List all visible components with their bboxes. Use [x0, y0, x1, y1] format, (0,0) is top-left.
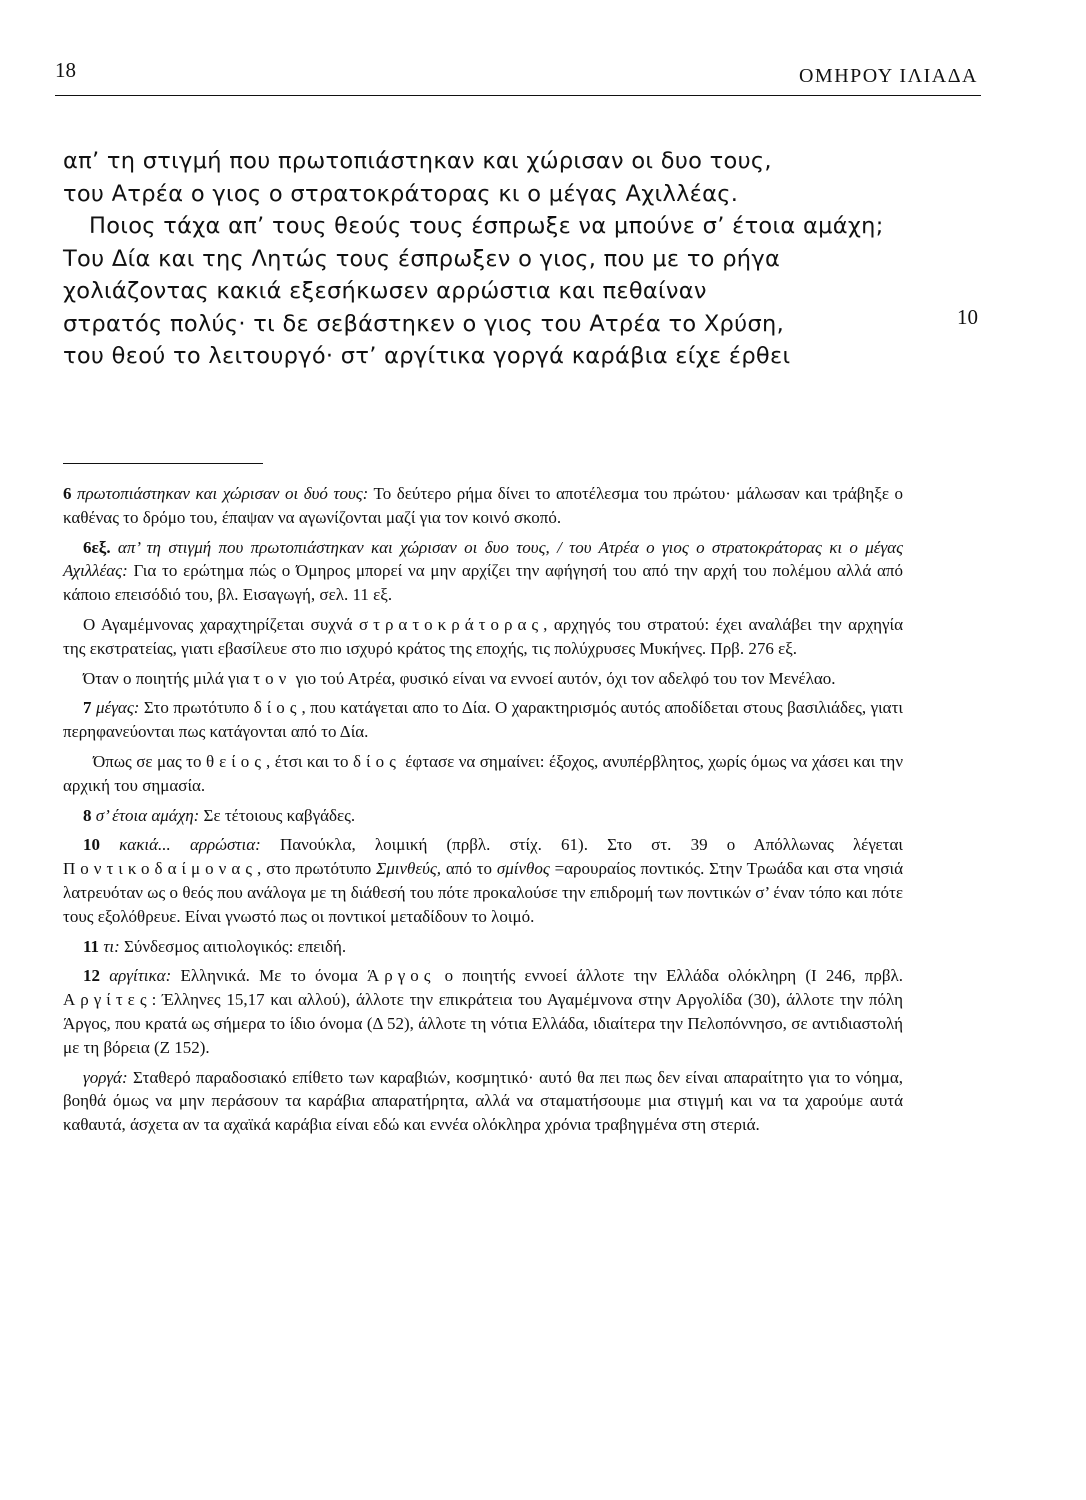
verse-line: του θεού το λειτουργό· στ’ αργίτικα γοργά καράβια είχε έρθει: [63, 343, 791, 369]
footnote: 8 σ’ έτοια αμάχη: Σε τέτοιους καβγάδες.: [83, 805, 356, 825]
verse-line: Του Δία και της Λητώς τους έσπρωξεν ο γιος, που με το ρήγα: [63, 245, 781, 272]
footnotes: [63, 482, 903, 1143]
verse-line: χολιάζοντας κακιά εξεσήκωσεν αρρώστια και πεθαίναν: [63, 278, 707, 304]
footnote: Όπως σε μας το θείος, έτσι και το δίος έφτασε να σημαίνει: έξοχος, ανυπέρβλητος, χωρίς όμως να χάσει και την αρχική του σημασία.: [63, 751, 904, 795]
footnote: 7 μέγας: Στο πρωτότυπο δίος, που κατάγεται απο το Δία. Ο χαρακτηρισμός αυτός αποδίδεται στους βασιλιάδες, γιατι περηφανεύονται πως κατάγονται από το Δία.: [63, 698, 903, 742]
footnote: γοργά: Σταθερό παραδοσιακό επίθετο των καραβιών, κοσμητικό· αυτό θα πει πως δεν είναι απαραίτητο για το νόημα, βοηθά όμως να μην περάσουν τα καράβια απαρατήρητα, αλλά να σταματήσουμε μια στιγμή και να τα χαρούμε αυτά καθαυτά, άσχετα αν τα αχαϊκά καράβια είναι εδώ και εννέα ολόκληρα χρόνια τραβηγμένα στη στεριά.: [63, 1067, 903, 1135]
verse-line: του Ατρέα ο γιος ο στρατοκράτορας κι ο μέγας Αχιλλέας.: [63, 180, 739, 207]
verse-line: απ’ τη στιγμή που πρωτοπιάστηκαν και χώρισαν οι δυο τους,: [63, 148, 772, 174]
footnote: Όταν ο ποιητής μιλά για τον γιο τού Ατρέα, φυσικό είναι να εννοεί αυτόν, όχι τον αδελφό του τον Μενέλαο.: [83, 668, 836, 688]
footnote: 10 κακιά... αρρώστια: Πανούκλα, λοιμική (πρβλ. στίχ. 61). Στο στ. 39 ο Απόλλωνας λέγεται Ποντικοδαίμονας, στο πρωτότυπο Σμινθεύς, από το σμίνθος =αρουραίος ποντικός. Στην Τρωάδα και στα νησιά λατρευόταν ως ο θεός που ανάλογα με τη διάθεσή του πότε προκαλούσε την επιδρομή των ποντικών σ’ έναν τόπο και πότε τους εξολόθρευε. Είναι γνωστό πως οι ποντικοί μεταδίδουν το λοιμό.: [63, 835, 904, 926]
header-rule: [55, 95, 981, 96]
verse-line: Ποιος τάχα απ’ τους θεούς τους έσπρωξε να μπούνε σ’ έτοια αμάχη;: [89, 213, 884, 239]
footnote: Ο Αγαμέμνονας χαραχτηρίζεται συχνά στρατοκράτορας, αρχηγός του στρατού: έχει αναλάβει την αρχηγία της εκστρατείας, γιατι εβασίλευε στο πιο ισχυρό κράτος της εποχής, τις πολύχρυσες Μυκήνες. Πρβ. 276 εξ.: [63, 614, 904, 658]
verse-line-number: 10: [957, 305, 978, 329]
page-number: 18: [55, 58, 76, 82]
footnote: 6εξ. απ’ τη στιγμή που πρωτοπιάστηκαν και χώρισαν οι δυο τους, / του Ατρέα ο γιος ο στρατοκράτορας κι ο μέγας Αχιλλέας: Για το ερώτημα πώς ο Όμηρος μπορεί να μην αρχίζει την αφήγησή του από την αρχή του πολέμου αλλά από κάποιο επεισόδιό του, βλ. Εισαγωγή, σελ. 11 εξ.: [63, 537, 903, 605]
verse-line: στρατός πολύς· τι δε σεβάστηκεν ο γιος του Ατρέα το Χρύση,: [63, 310, 785, 337]
footnote: 6 πρωτοπιάστηκαν και χώρισαν οι δυό τους: Το δεύτερο ρήμα δίνει το αποτέλεσμα του πρώτου· μάλωσαν και τράβηξε ο καθένας το δρόμο του, έπαψαν να αγωνίζονται μαζί για τον κοινό σκοπό.: [63, 484, 904, 527]
footnote: 12 αργίτικα: Ελληνικά. Με το όνομα Άργος ο ποιητής εννοεί άλλοτε την Ελλάδα ολόκληρη (Ι 246, πρβλ. Αργίτες: Έλληνες 15,17 και αλλού), άλλοτε την επικράτεια του Αγαμέμνονα στην Αργολίδα (30), άλλοτε την πόλη Άργος, που κρατά ως σήμερα το ίδιο όνομα (Δ 52), άλλοτε τη νότια Ελλάδα, ιδιαίτερα την Πελοπόννησο, σε αντιδιαστολή με τη βόρεια (Ζ 152).: [63, 966, 903, 1057]
running-title: ΟΜΗΡΟΥ ΙΛΙΑΔΑ: [798, 65, 978, 87]
footnote: 11 τι: Σύνδεσμος αιτιολογικός: επειδή.: [83, 936, 347, 956]
footnote-rule: [63, 463, 263, 464]
verse-block: [63, 145, 963, 373]
